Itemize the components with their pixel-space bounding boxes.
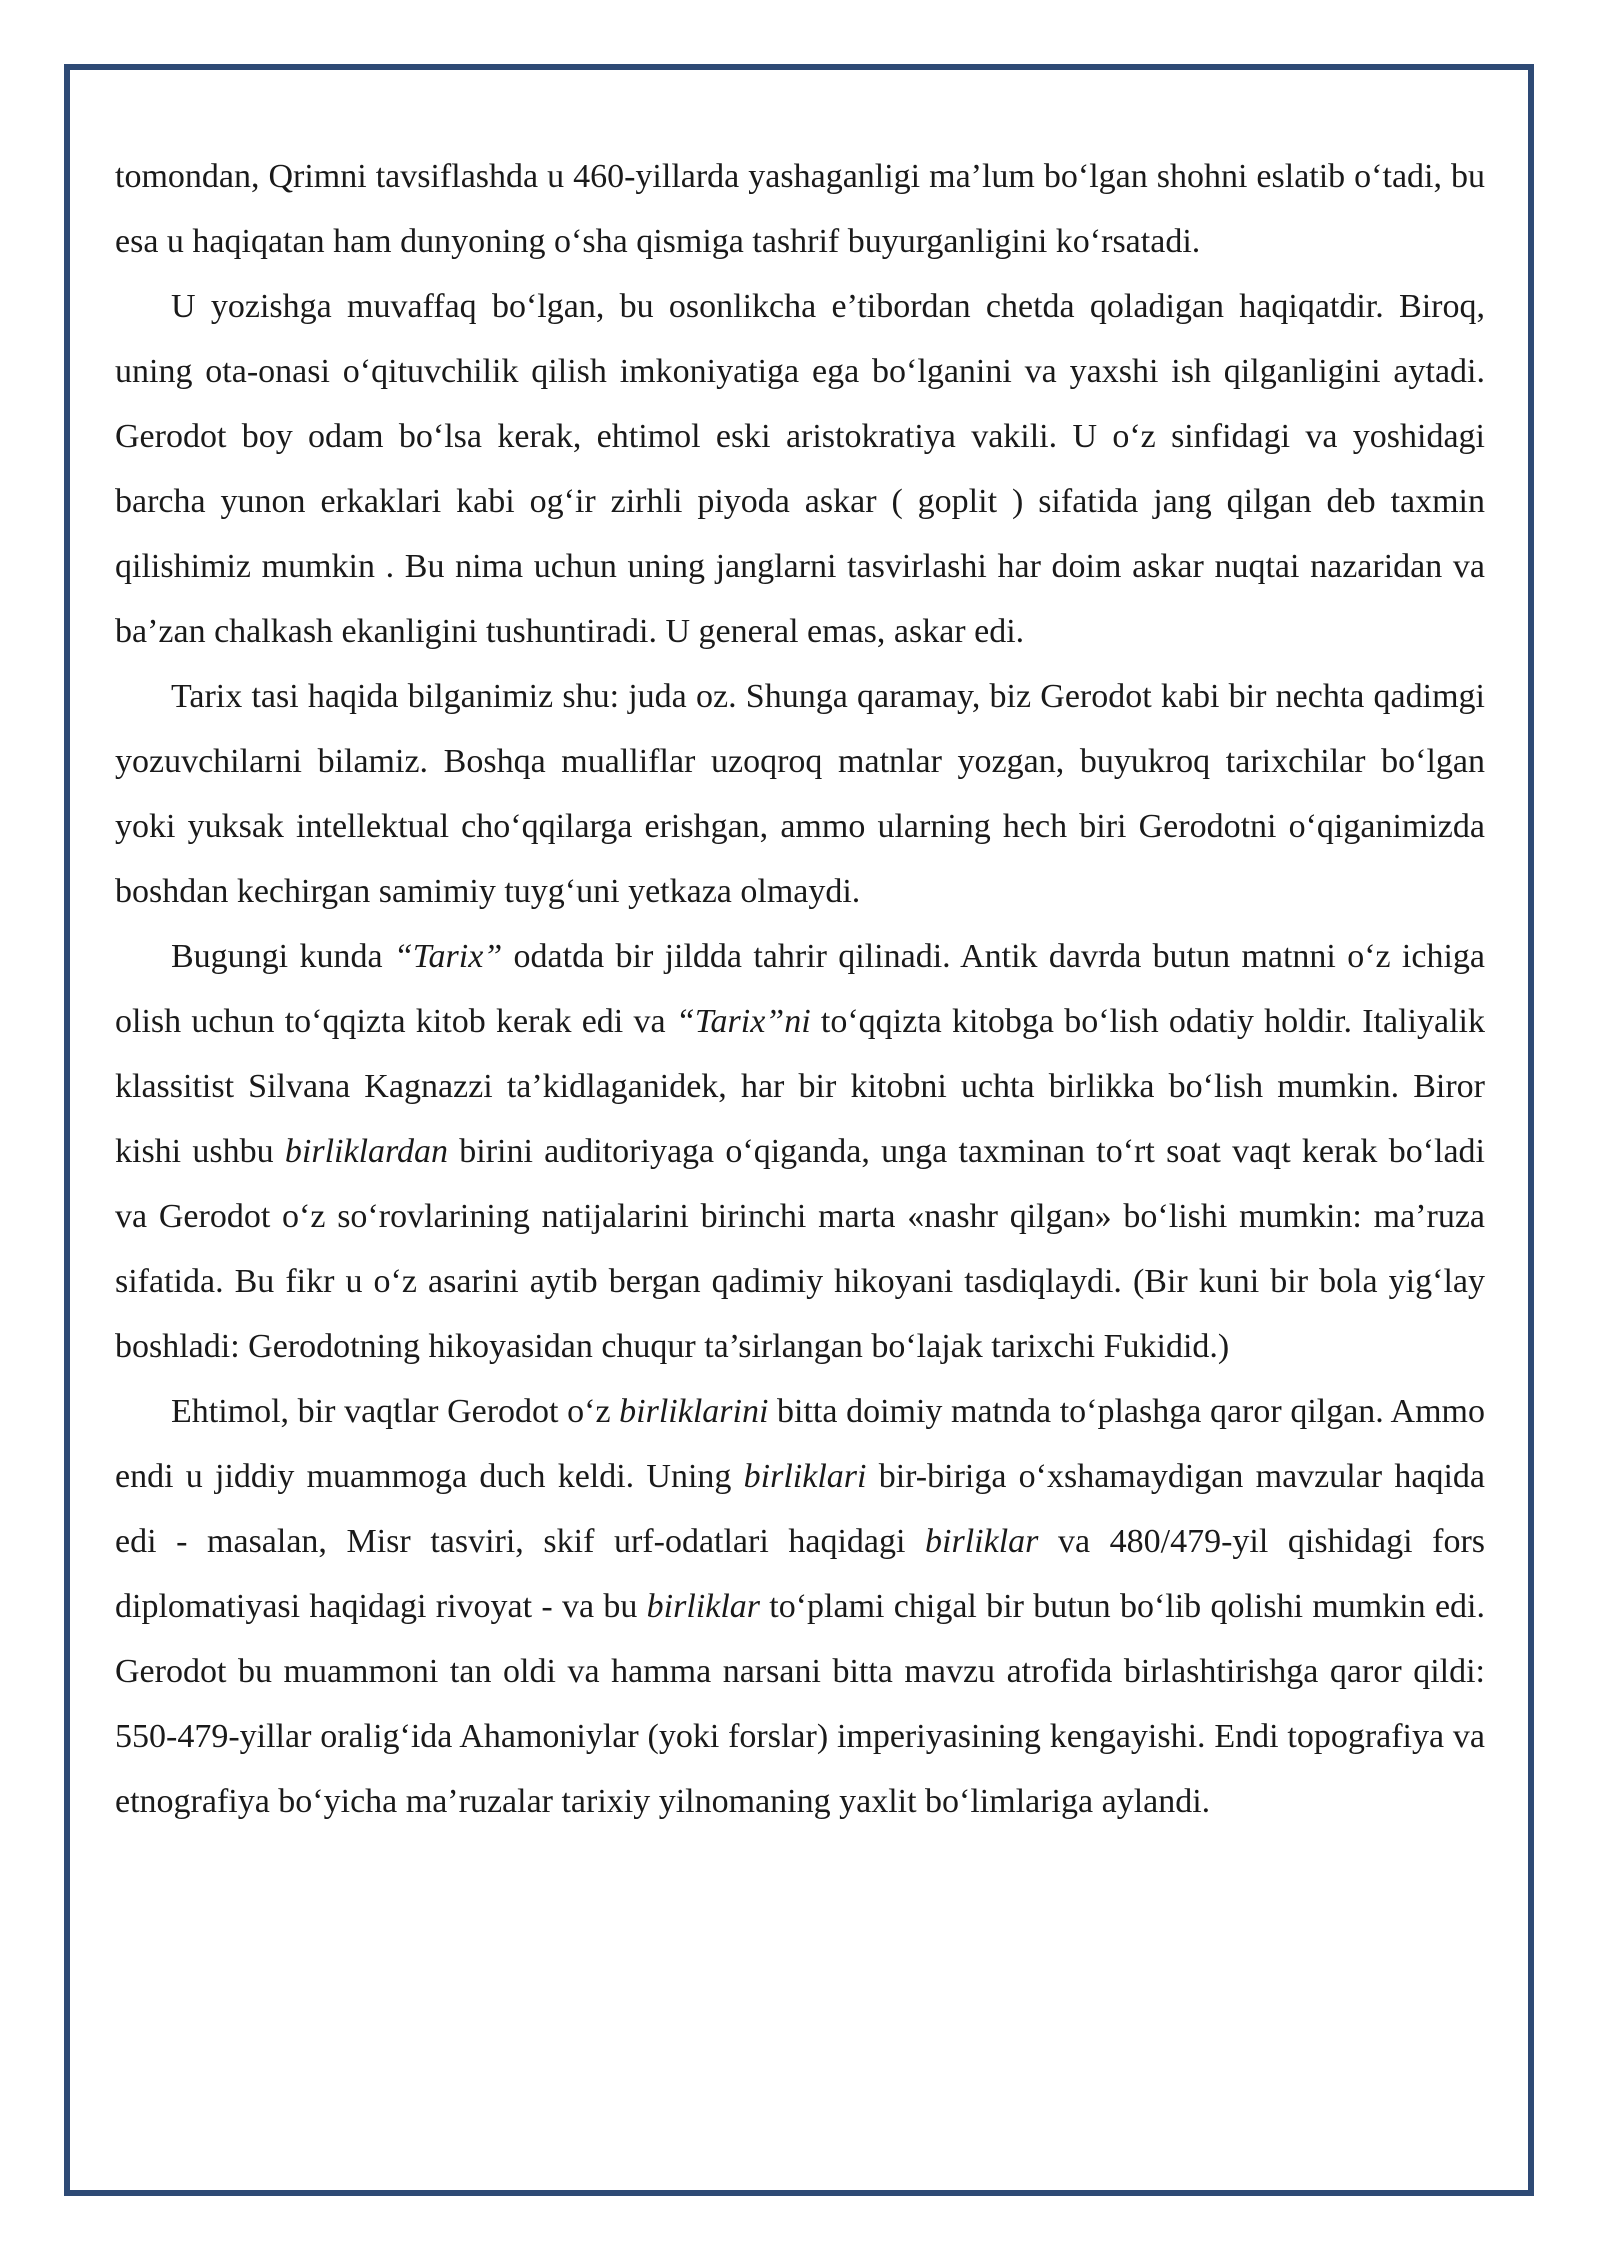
paragraph-text: bitta doimiy matnda to‘plashga qaror qilgan. Ammo endi u jiddiy muammoga duch keldi. Uning [115,1393,1485,1495]
paragraph-text: va 480/479-yil qishidagi fors diplomatiyasi haqidagi rivoyat - va bu [115,1523,1485,1625]
paragraph-2 [115,274,1485,664]
paragraph-text: Tarix tasi haqida bilganimiz shu: juda oz. Shunga qaramay, biz Gerodot kabi bir nechta qadimgi yozuvchilarni bilamiz. Boshqa mualliflar uzoqroq matnlar yozgan, buyukroq tarixchilar bo‘lgan yoki yuksak intellektual cho‘qqilarga erishgan, ammo ularning hech biri Gerodotni o‘qiganimizda boshdan kechirgan samimiy tuyg‘uni yetkaza olmaydi. [115,678,1485,910]
paragraph-3 [115,664,1485,924]
paragraph-text: bir-biriga o‘xshamaydigan mavzular haqida edi - masalan, Misr tasviri, skif urf-odatlari haqidagi [115,1458,1485,1560]
italic-term: birliklari [743,1458,867,1495]
italic-term: birliklar [925,1523,1039,1560]
italic-term: birliklarini [619,1393,769,1430]
italic-term: birliklardan [284,1133,448,1170]
paragraph-text: to‘qqizta kitobga bo‘lish odatiy holdir. Italiyalik klassitist Silvana Kagnazzi ta’kidlaganidek, har bir kitobni uchta birlikka bo‘lish mumkin. Biror kishi ushbu [115,1003,1485,1170]
paragraph-text: tomondan, Qrimni tavsiflashda u 460-yillarda yashaganligi ma’lum bo‘lgan shohni eslatib o‘tadi, bu esa u haqiqatan ham dunyoning o‘sha qismiga tashrif buyurganligini ko‘rsatadi. [115,158,1485,260]
italic-term: birliklar [646,1588,760,1625]
paragraph-1 [115,144,1485,274]
paragraph-text: Bugungi kunda [171,938,394,975]
paragraph-text: birini auditoriyaga o‘qiganda, unga taxminan to‘rt soat vaqt kerak bo‘ladi va Gerodot o‘z so‘rovlarining natijalarini birinchi marta «nashr qilgan» bo‘lishi mumkin: ma’ruza sifatida. Bu fikr u o‘z asarini aytib bergan qadimiy hikoyani tasdiqlaydi. (Bir kuni bir bola yig‘lay boshladi: Gerodotning hikoyasidan chuqur ta’sirlangan bo‘lajak tarixchi Fukidid.) [115,1133,1486,1365]
paragraph-text: Ehtimol, bir vaqtlar Gerodot o‘z [171,1393,620,1430]
document-body [115,144,1485,1834]
italic-term: “Tarix” [393,938,503,975]
paragraph-5 [115,1379,1485,1834]
paragraph-text: to‘plami chigal bir butun bo‘lib qolishi mumkin edi. Gerodot bu muammoni tan oldi va hamma narsani bitta mavzu atrofida birlashtirishga qaror qildi: 550-479-yillar oralig‘ida Ahamoniylar (yoki forslar) imperiyasining kengayishi. Endi topografiya va etnografiya bo‘yicha ma’ruzalar tarixiy yilnomaning yaxlit bo‘limlariga aylandi. [115,1588,1485,1820]
paragraph-4 [115,924,1485,1379]
paragraph-text: U yozishga muvaffaq bo‘lgan, bu osonlikcha e’tibordan chetda qoladigan haqiqatdir. Biroq, uning ota-onasi o‘qituvchilik qilish imkoniyatiga ega bo‘lganini va yaxshi ish qilganligini aytadi. Gerodot boy odam bo‘lsa kerak, ehtimol eski aristokratiya vakili. U o‘z sinfidagi va yoshidagi barcha yunon erkaklari kabi og‘ir zirhli piyoda askar ( goplit ) sifatida jang qilgan deb taxmin qilishimiz mumkin . Bu nima uchun uning janglarni tasvirlashi har doim askar nuqtai nazaridan va ba’zan chalkash ekanligini tushuntiradi. U general emas, askar edi. [115,288,1485,650]
paragraph-text: odatda bir jildda tahrir qilinadi. Antik davrda butun matnni o‘z ichiga olish uchun to‘qqizta kitob kerak edi va [115,938,1485,1040]
italic-term: “Tarix”ni [675,1003,811,1040]
